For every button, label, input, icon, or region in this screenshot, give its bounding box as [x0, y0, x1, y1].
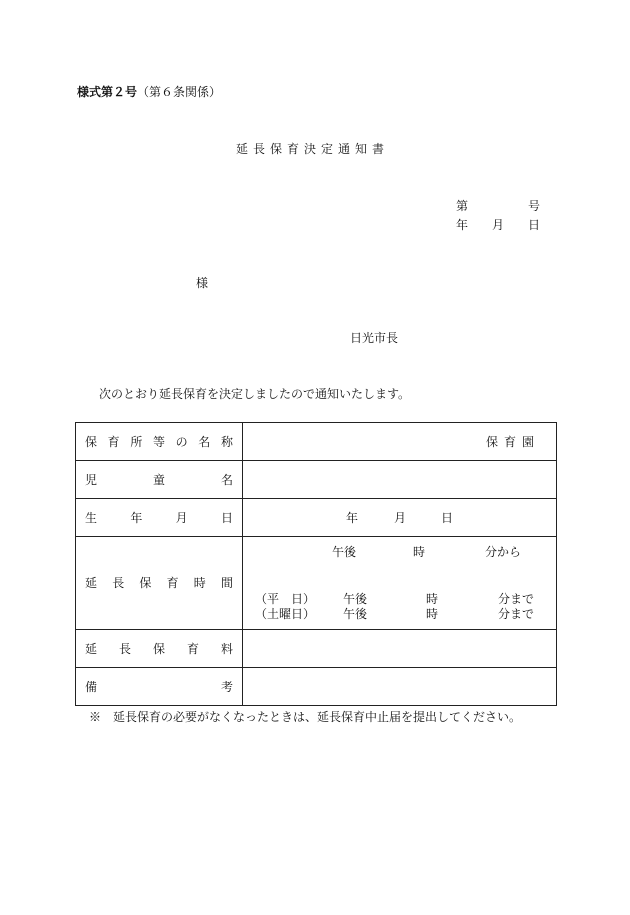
label-char: 保 — [85, 434, 98, 449]
start-min: 分から — [485, 545, 522, 559]
document-title: 延長保育決定通知書 — [236, 142, 390, 156]
issue-date-day: 日 — [528, 218, 541, 232]
weekday-hour: 時 — [426, 592, 439, 606]
value-facility-name[interactable] — [243, 423, 557, 461]
issue-date-month: 月 — [492, 218, 505, 232]
value-remarks[interactable] — [243, 668, 557, 706]
doc-number-prefix: 第 — [456, 199, 469, 213]
facility-suffix: 保育園 — [485, 435, 540, 449]
form-number — [77, 85, 221, 99]
birth-month: 月 — [394, 511, 407, 525]
issuer-name: 日光市長 — [350, 331, 399, 345]
label-char: 名 — [220, 472, 233, 487]
table-row-facility — [76, 423, 557, 461]
label-char: 長 — [118, 641, 131, 656]
label-char: 育 — [166, 576, 179, 590]
form-number-main: 様式第２号 — [77, 85, 138, 99]
table-row-extended-hours — [76, 537, 557, 630]
label-char: 等 — [152, 434, 165, 449]
weekday-pm: 午後 — [343, 592, 368, 606]
decision-table — [75, 422, 557, 706]
label-char: 日 — [220, 510, 233, 525]
label-char: の — [175, 434, 188, 449]
footnote: ※ 延長保育の必要がなくなったときは、延長保育中止届を提出してください。 — [89, 710, 522, 724]
start-pm: 午後 — [332, 545, 357, 559]
label-child-name — [76, 461, 243, 499]
doc-number-suffix: 号 — [528, 199, 541, 213]
start-hour: 時 — [413, 545, 426, 559]
table-row-birthdate — [76, 499, 557, 537]
label-char: 育 — [186, 641, 199, 656]
label-char: 長 — [112, 576, 125, 590]
label-char: 保 — [152, 641, 165, 656]
table-row-remarks — [76, 668, 557, 706]
label-char: 月 — [175, 510, 188, 525]
label-char: 考 — [220, 679, 233, 694]
label-char: 所 — [130, 434, 143, 449]
form-number-ref: （第６条関係） — [137, 85, 222, 99]
label-char: 延 — [85, 641, 98, 656]
label-char: 間 — [220, 576, 233, 590]
weekday-min: 分まで — [498, 592, 535, 606]
label-extended-fee — [76, 630, 243, 668]
value-extended-fee[interactable] — [243, 630, 557, 668]
label-facility-name — [76, 423, 243, 461]
intro-text: 次のとおり延長保育を決定しましたので通知いたします。 — [99, 387, 411, 401]
label-char: 延 — [85, 576, 98, 590]
saturday-label: （土曜日） — [255, 607, 316, 621]
label-extended-hours — [76, 537, 243, 630]
issue-date-year: 年 — [456, 218, 469, 232]
label-remarks — [76, 668, 243, 706]
label-char: 児 — [85, 472, 98, 487]
saturday-hour: 時 — [426, 607, 439, 621]
saturday-pm: 午後 — [343, 607, 368, 621]
value-extended-hours[interactable] — [243, 537, 557, 630]
addressee-suffix: 様 — [196, 276, 209, 290]
weekday-label: （平 日） — [255, 592, 316, 606]
label-char: 生 — [85, 510, 98, 525]
label-char: 備 — [85, 679, 98, 694]
label-char: 時 — [193, 576, 206, 590]
value-birthdate[interactable] — [243, 499, 557, 537]
label-char: 保 — [139, 576, 152, 590]
table-row-fee — [76, 630, 557, 668]
birth-year: 年 — [346, 511, 359, 525]
label-char: 育 — [107, 434, 120, 449]
label-char: 料 — [220, 641, 233, 656]
saturday-min: 分まで — [498, 607, 535, 621]
table-row-child — [76, 461, 557, 499]
birth-day: 日 — [441, 511, 454, 525]
label-char: 称 — [220, 434, 233, 449]
label-birthdate — [76, 499, 243, 537]
label-char: 童 — [152, 472, 165, 487]
label-char: 名 — [198, 434, 211, 449]
label-char: 年 — [130, 510, 143, 525]
value-child-name[interactable] — [243, 461, 557, 499]
